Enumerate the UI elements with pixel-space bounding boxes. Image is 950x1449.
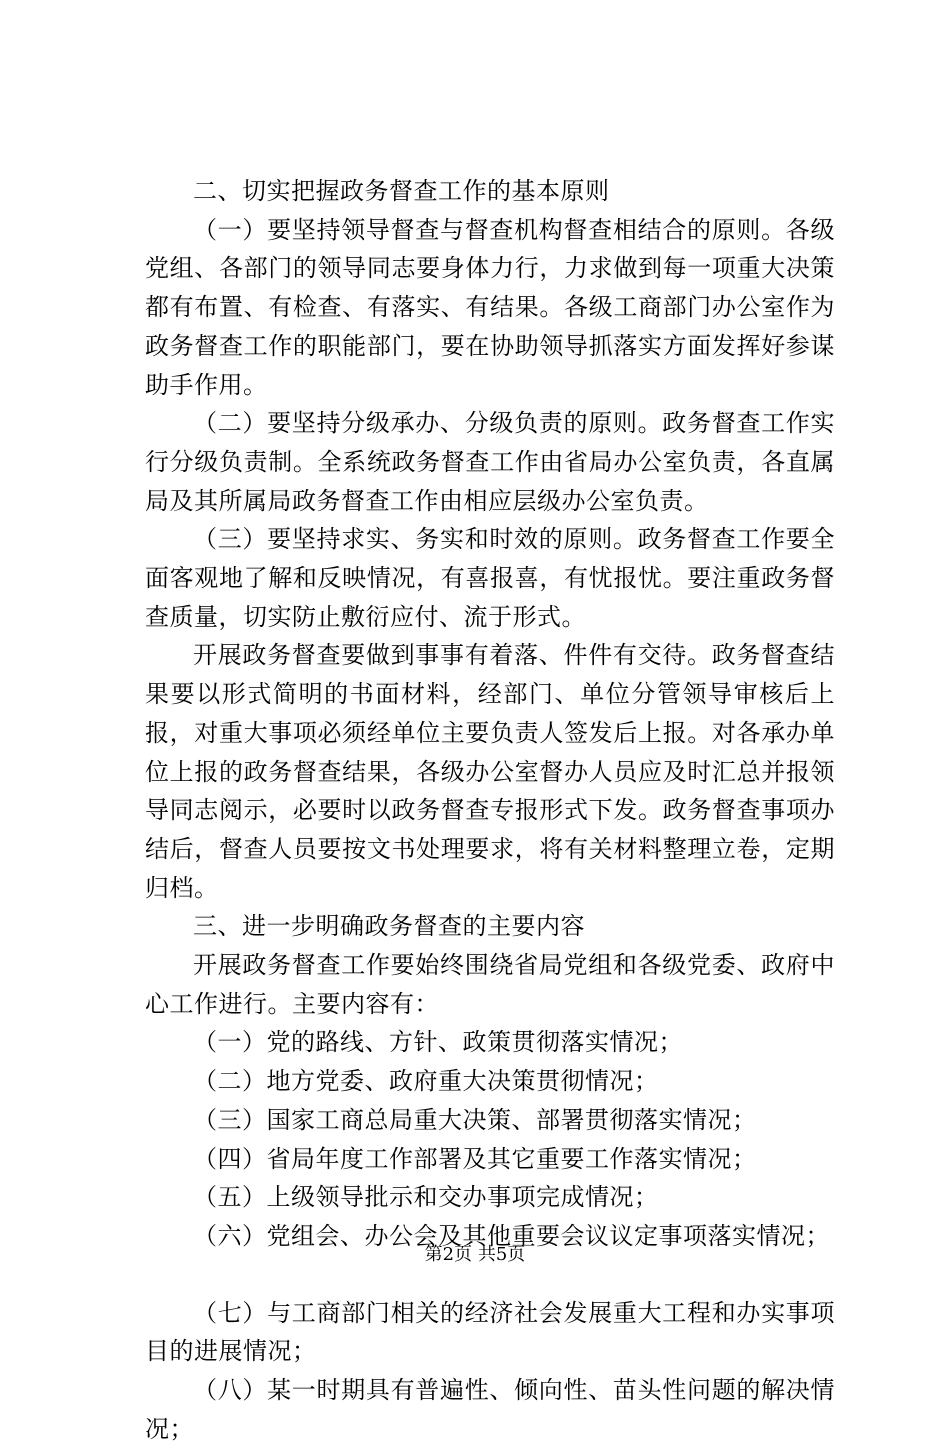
list-item: （七）与工商部门相关的经济社会发展重大工程和办实事项目的进展情况；: [145, 1298, 835, 1366]
list-item: （一）党的路线、方针、政策贯彻落实情况；: [193, 1028, 683, 1057]
list-item: （六）党组会、办公会及其他重要会议议定事项落实情况；: [193, 1221, 830, 1250]
list-item: （八）某一时期具有普遍性、倾向性、苗头性问题的解决情况；: [145, 1376, 835, 1443]
list-item: （二）地方党委、政府重大决策贯彻情况；: [193, 1067, 659, 1096]
page-number-footer: 第2页 共5页: [424, 1244, 526, 1265]
paragraph: （一）要坚持领导督查与督查机构督查相结合的原则。各级党组、各部门的领导同志要身体力行，力求做到每一项重大决策都有布置、有检查、有落实、有结果。各级工商部门办公室作为政务督查工作的职能部门，要在协助领导抓落实方面发挥好参谋助手作用。: [145, 215, 835, 399]
paragraph: （三）要坚持求实、务实和时效的原则。政务督查工作要全面客观地了解和反映情况，有喜报喜，有忧报忧。要注重政务督查质量，切实防止敷衍应付、流于形式。: [145, 525, 835, 631]
section-heading: 二、切实把握政务督查工作的基本原则: [193, 177, 610, 205]
paragraph: 开展政务督查工作要始终围绕省局党组和各级党委、政府中心工作进行。主要内容有：: [145, 951, 835, 1018]
list-item: （五）上级领导批示和交办事项完成情况；: [193, 1183, 659, 1212]
list-item: （四）省局年度工作部署及其它重要工作落实情况；: [193, 1144, 757, 1173]
paragraph: 开展政务督查要做到事事有着落、件件有交待。政务督查结果要以形式简明的书面材料，经部门、单位分管领导审核后上报，对重大事项必须经单位主要负责人签发后上报。对各承办单位上报的政务督查结果，各级办公室督办人员应及时汇总并报领导同志阅示，必要时以政务督查专报形式下发。政务督查事项办结后，督查人员要按文书处理要求，将有关材料整理立卷，定期归档。: [145, 641, 835, 902]
section-heading: 三、进一步明确政务督查的主要内容: [193, 912, 585, 941]
paragraph: （二）要坚持分级承办、分级负责的原则。政务督查工作实行分级负责制。全系统政务督查工作由省局办公室负责，各直属局及其所属局政务督查工作由相应层级办公室负责。: [145, 409, 835, 515]
list-item: （三）国家工商总局重大决策、部署贯彻落实情况；: [193, 1105, 757, 1134]
